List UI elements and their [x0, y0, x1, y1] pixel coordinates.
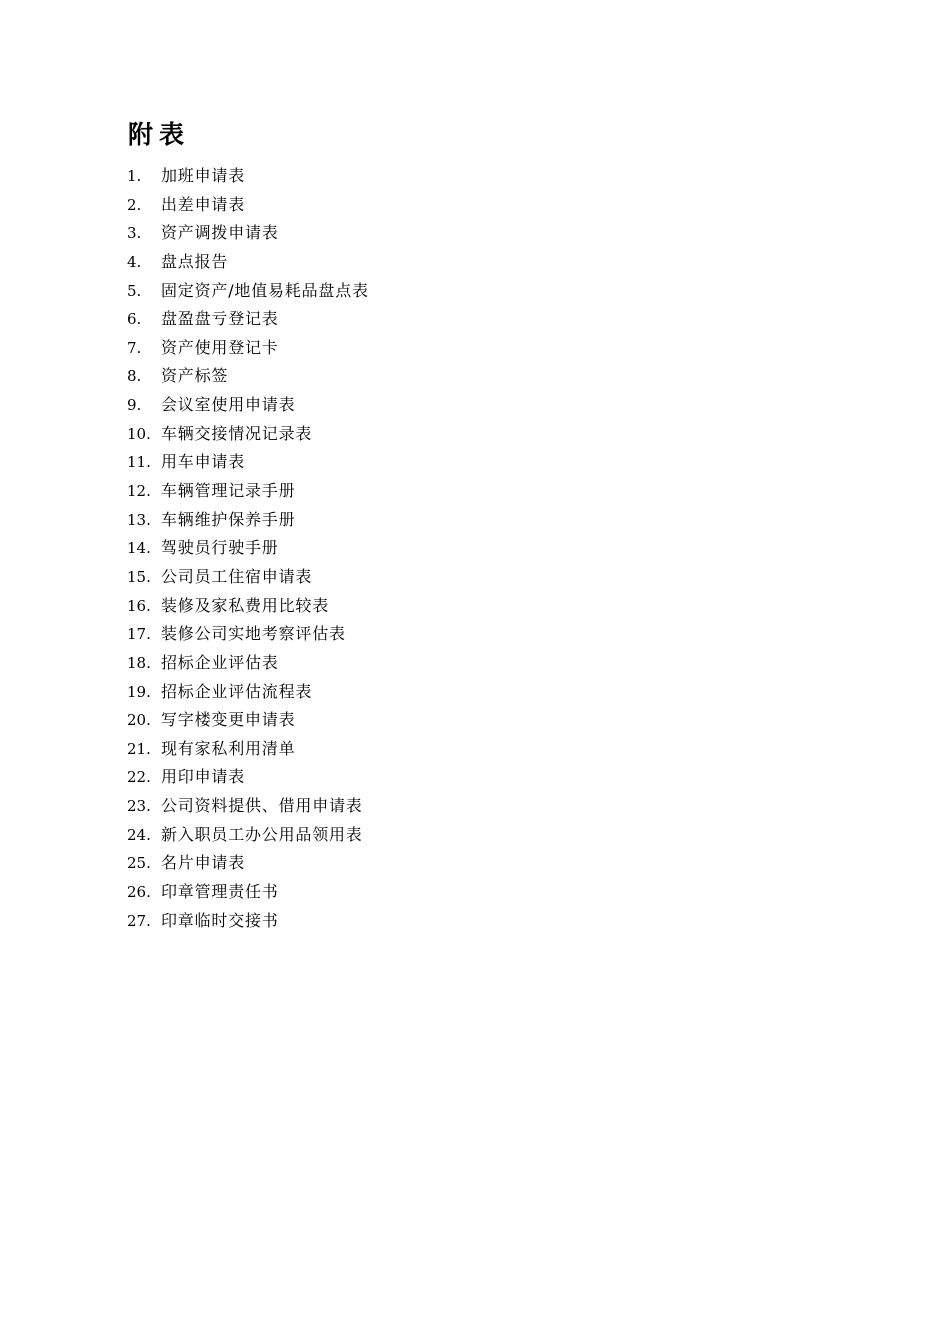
list-item-label: 盘盈盘亏登记表: [161, 309, 279, 329]
list-item: [127, 592, 369, 621]
list-item-number: 21.: [127, 739, 151, 758]
list-item-number: 12.: [127, 482, 151, 501]
list-item: [127, 277, 369, 306]
list-item-number: 14.: [127, 539, 151, 558]
list-item-label: 公司资料提供、借用申请表: [161, 796, 363, 816]
list-item: [127, 477, 369, 506]
list-item-number: 27.: [127, 911, 151, 930]
list-item-number: 6.: [127, 310, 142, 329]
list-item-number: 10.: [127, 424, 151, 443]
list-item-number: 19.: [127, 682, 151, 701]
list-item: [127, 649, 369, 678]
list-item-label: 盘点报告: [161, 251, 229, 271]
list-item: [127, 191, 369, 220]
list-item: [127, 563, 369, 592]
list-item: [127, 305, 369, 334]
list-item-number: 13.: [127, 510, 151, 529]
list-item-number: 18.: [127, 653, 151, 672]
list-item: [127, 506, 369, 535]
list-item-label: 印章管理责任书: [161, 882, 279, 902]
list-item: [127, 534, 369, 563]
list-item: [127, 792, 369, 821]
list-item: [127, 448, 369, 477]
list-item-label: 固定资产/地值易耗品盘点表: [161, 280, 369, 300]
list-item-number: 1.: [127, 167, 142, 185]
list-item: [127, 420, 369, 449]
list-item: [127, 620, 369, 649]
list-item-label: 用印申请表: [161, 767, 246, 787]
list-item-label: 装修及家私费用比较表: [161, 595, 330, 615]
list-item-number: 2.: [127, 195, 142, 214]
list-item-number: 23.: [127, 797, 151, 816]
list-item-number: 4.: [127, 252, 142, 271]
list-item-number: 16.: [127, 596, 151, 615]
list-item-number: 5.: [127, 281, 142, 300]
list-item-label: 车辆维护保养手册: [161, 509, 296, 529]
list-item-number: 22.: [127, 768, 151, 787]
list-item: [127, 162, 369, 191]
appendix-list: [127, 162, 369, 935]
list-item-number: 25.: [127, 854, 151, 873]
list-item-label: 车辆交接情况记录表: [161, 423, 313, 443]
list-item-label: 车辆管理记录手册: [161, 481, 296, 501]
list-item-label: 写字楼变更申请表: [161, 710, 296, 730]
list-item: [127, 391, 369, 420]
list-item-label: 加班申请表: [161, 166, 246, 185]
list-item-label: 资产调拨申请表: [161, 223, 279, 243]
list-item-label: 出差申请表: [161, 194, 246, 214]
list-item: [127, 878, 369, 907]
list-item-number: 11.: [127, 453, 151, 472]
list-item: [127, 735, 369, 764]
list-item-number: 9.: [127, 396, 142, 415]
list-item-label: 公司员工住宿申请表: [161, 566, 313, 586]
list-item: [127, 821, 369, 850]
list-item: [127, 248, 369, 277]
list-item-label: 用车申请表: [161, 452, 246, 472]
list-item-label: 招标企业评估流程表: [161, 681, 313, 701]
list-item-label: 会议室使用申请表: [161, 395, 296, 415]
list-item: [127, 334, 369, 363]
list-item-label: 资产使用登记卡: [161, 337, 279, 357]
page-title: 附表: [128, 120, 191, 149]
list-item: [127, 362, 369, 391]
list-item: [127, 678, 369, 707]
list-item-label: 现有家私利用清单: [161, 738, 296, 758]
list-item-label: 资产标签: [161, 366, 229, 386]
list-item-number: 26.: [127, 883, 151, 902]
list-item: [127, 907, 369, 936]
list-item-label: 招标企业评估表: [161, 652, 279, 672]
list-item-label: 装修公司实地考察评估表: [161, 624, 346, 644]
list-item-label: 新入职员工办公用品领用表: [161, 824, 363, 844]
list-item: [127, 706, 369, 735]
list-item-label: 名片申请表: [161, 853, 246, 873]
list-item-number: 17.: [127, 625, 151, 644]
list-item-number: 3.: [127, 224, 142, 243]
list-item: [127, 849, 369, 878]
list-item-label: 驾驶员行驶手册: [161, 538, 279, 558]
list-item-label: 印章临时交接书: [161, 910, 279, 930]
list-item-number: 15.: [127, 567, 151, 586]
list-item: [127, 219, 369, 248]
list-item-number: 7.: [127, 338, 142, 357]
list-item-number: 20.: [127, 711, 151, 730]
list-item: [127, 763, 369, 792]
list-item-number: 8.: [127, 367, 142, 386]
list-item-number: 24.: [127, 825, 151, 844]
